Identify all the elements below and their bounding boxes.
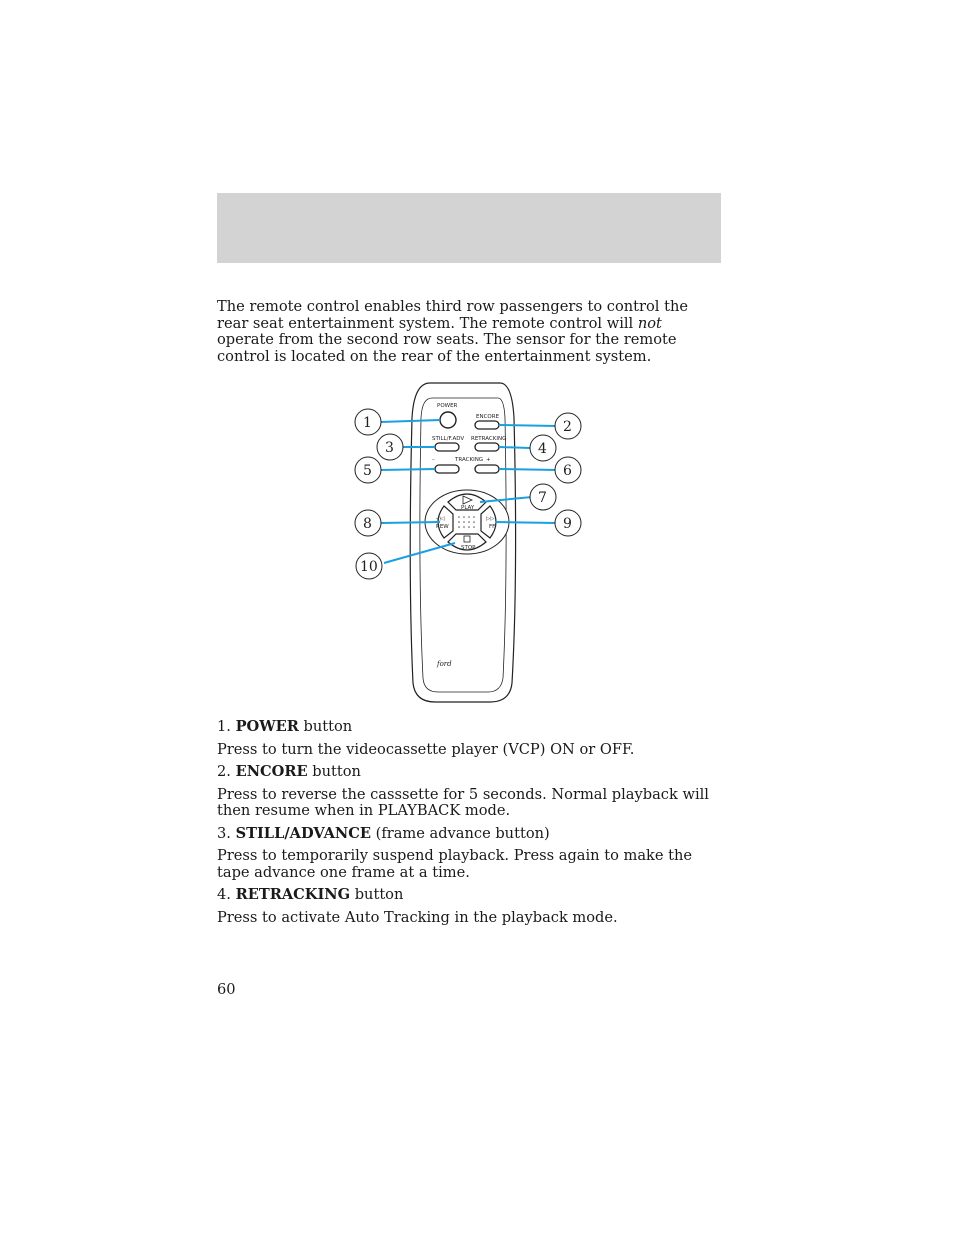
callout-2: 2 [563,419,572,435]
tracking-minus-label: – [432,457,435,463]
callout-7: 7 [538,490,547,506]
power-label: POWER [437,403,458,409]
item-title: 2. ENCORE button [217,763,361,780]
intro-paragraph: The remote control enables third row passengers to control the rear seat entertainment system. The remote control will not operate from the second row seats. The sensor for the remote control is located on the rear of the entertainment system. [217,298,688,365]
still-adv-label: STILL/F.ADV [432,436,465,442]
callout-3: 3 [385,440,394,456]
retracking-button[interactable] [475,443,499,451]
page-number: 60 [217,981,236,998]
tracking-label: TRACKING [455,457,484,463]
item-description: Press to activate Auto Tracking in the playback mode. [217,908,618,926]
ff-label: FF [489,524,496,530]
encore-label: ENCORE [476,414,500,420]
callout-9: 9 [563,516,572,532]
svg-text:▷▷: ▷▷ [486,516,495,522]
item-description: Press to temporarily suspend playback. Press again to make the tape advance one frame at a time. [217,847,693,881]
tracking-minus-button[interactable] [435,465,459,473]
item-title: 4. RETRACKING button [217,886,404,903]
item-title: 1. POWER button [217,718,353,735]
svg-text:◁◁: ◁◁ [436,516,445,522]
item-description: Press to turn the videocassette player (VCP) ON or OFF. [217,740,635,758]
button-descriptions [217,719,722,932]
rew-label: REW [436,524,449,530]
power-button[interactable] [440,412,456,428]
encore-button[interactable] [475,421,499,429]
item-description: Press to reverse the casssette for 5 seconds. Normal playback will then resume when in PLAYBACK mode. [217,785,709,819]
stop-label: STOP [461,545,476,551]
brand-logo: ford [437,660,452,668]
still-adv-button[interactable] [435,443,459,451]
callout-6: 6 [563,463,572,479]
callout-8: 8 [363,516,372,532]
callout-4: 4 [538,441,547,457]
play-label: PLAY [461,505,475,511]
section-header-band [217,193,721,263]
tracking-plus-label: + [486,457,491,463]
remote-control-diagram [340,378,590,708]
callout-10: 10 [360,559,378,575]
item-title: 3. STILL/ADVANCE (frame advance button) [217,824,550,842]
tracking-plus-button[interactable] [475,465,499,473]
callout-5: 5 [363,463,372,479]
retracking-label: RETRACKING [471,436,507,442]
callout-1: 1 [363,415,372,431]
